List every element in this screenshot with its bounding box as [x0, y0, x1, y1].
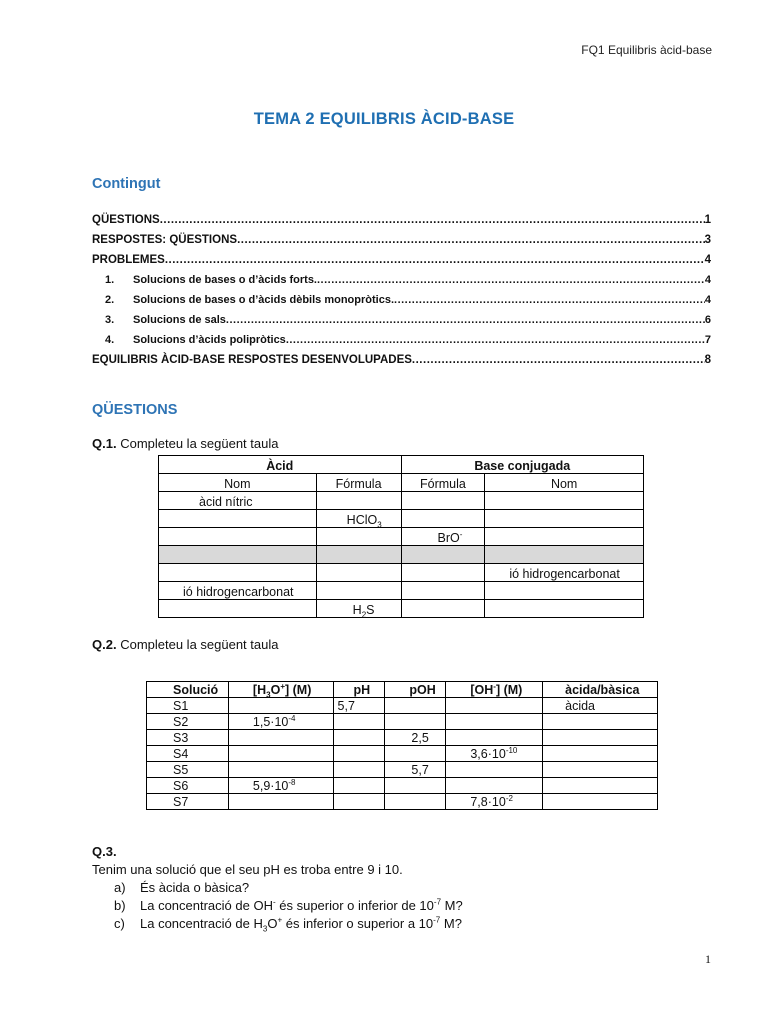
table-row [159, 564, 644, 582]
poh-cell[interactable] [385, 714, 446, 730]
option-superscript: -7 [433, 915, 441, 925]
header-acid-basic: àcida/bàsica [543, 682, 658, 698]
toc-page-number: 4 [704, 274, 711, 286]
value-text: 7,8·10 [470, 795, 506, 809]
option-letter: a) [114, 880, 126, 895]
solution-cell: S7 [147, 794, 229, 810]
acid-formula-cell[interactable] [316, 564, 401, 582]
header-poh: pOH [385, 682, 446, 698]
value-text: 1,5·10 [252, 715, 289, 729]
header-text: ] (M) [284, 683, 312, 697]
formula-subscript: 2 [361, 610, 367, 620]
option-text: La concentració de H [140, 916, 263, 931]
oh-cell[interactable] [446, 778, 543, 794]
option-text: És àcida o bàsica? [140, 880, 250, 895]
base-name-cell[interactable] [485, 492, 644, 510]
toc-leader-dots [226, 314, 705, 326]
formula-superscript: - [459, 529, 463, 539]
header-conjugate-base: Base conjugada [401, 456, 643, 474]
acid-basic-cell[interactable] [543, 730, 658, 746]
subheader-name: Nom [159, 474, 317, 492]
poh-cell[interactable] [385, 794, 446, 810]
value-text: 5,9·10 [252, 779, 289, 793]
toc-subentry-number: 3. [105, 314, 115, 326]
toc-leader-dots [317, 274, 705, 286]
poh-cell[interactable] [385, 746, 446, 762]
toc-leader-dots [160, 214, 705, 226]
acid-formula-cell[interactable] [316, 582, 401, 600]
solution-cell: S1 [147, 698, 229, 714]
toc-entry-label: Solucions d’àcids polipròtics [133, 334, 286, 346]
page-number: 1 [705, 952, 711, 966]
acid-basic-cell[interactable] [543, 794, 658, 810]
formula-text: S [366, 603, 375, 617]
question-3-options [114, 880, 463, 934]
toc-subentry-number: 2. [105, 294, 115, 306]
option-text: M? [440, 916, 462, 931]
table-row [147, 714, 658, 730]
h3o-cell[interactable] [228, 698, 333, 714]
value-exponent: -4 [288, 713, 296, 723]
solution-cell: S4 [147, 746, 229, 762]
option-letter: b) [114, 898, 126, 913]
formula-text: HClO [346, 513, 378, 527]
toc-entry-questions[interactable] [92, 208, 711, 226]
base-formula-cell[interactable] [401, 528, 485, 546]
base-name-cell[interactable] [485, 546, 644, 564]
ph-cell[interactable] [333, 794, 385, 810]
question-2-prompt [92, 637, 278, 652]
option-text: és inferior o superior a 10 [282, 916, 434, 931]
option-superscript: - [272, 897, 276, 907]
oh-cell[interactable] [446, 746, 543, 762]
base-formula-cell[interactable] [401, 600, 485, 618]
formula-subscript: 3 [377, 520, 382, 530]
toc-subentry-1[interactable] [105, 268, 711, 286]
value-exponent: -2 [505, 793, 513, 803]
header-text: O [270, 683, 281, 697]
solution-cell: S2 [147, 714, 229, 730]
table-row [147, 762, 658, 778]
table-subheader-row [159, 474, 644, 492]
table-row-shaded [159, 546, 644, 564]
base-formula-cell[interactable] [401, 564, 485, 582]
toc-leader-dots [286, 334, 705, 346]
acid-name-cell[interactable] [159, 510, 317, 528]
question-number: Q.2. [92, 637, 117, 652]
question-number: Q.1. [92, 436, 117, 451]
solution-cell: S5 [147, 762, 229, 778]
option-letter: c) [114, 916, 125, 931]
poh-cell[interactable]: 5,7 [385, 762, 446, 778]
formula-text: H [352, 603, 362, 617]
subheader-formula: Fórmula [316, 474, 401, 492]
option-text: O [267, 916, 278, 931]
acid-name-cell[interactable] [159, 564, 317, 582]
oh-cell[interactable] [446, 762, 543, 778]
formula-text: BrO [437, 531, 460, 545]
question-1-prompt [92, 436, 278, 451]
header-text: [H [252, 683, 267, 697]
toc-leader-dots [412, 354, 705, 366]
question-text: Completeu la següent taula [120, 637, 279, 652]
h3o-cell[interactable] [228, 778, 333, 794]
base-name-cell[interactable] [485, 582, 644, 600]
toc-entry-label: EQUILIBRIS ÀCID-BASE RESPOSTES DESENVOLUPADES [92, 354, 412, 366]
question-text: Completeu la següent taula [120, 436, 279, 451]
h3o-cell[interactable] [228, 730, 333, 746]
toc-entry-label: QÜESTIONS [92, 214, 160, 226]
toc-subentry-2[interactable] [105, 288, 711, 306]
header-ph: pH [333, 682, 385, 698]
base-name-cell[interactable] [485, 510, 644, 528]
toc-page-number: 6 [704, 314, 711, 326]
option-text: és superior o inferior de 10 [275, 898, 434, 913]
acid-formula-cell[interactable] [316, 492, 401, 510]
header-superscript: + [280, 681, 285, 691]
header-subscript: 3 [266, 690, 271, 700]
table-row [159, 600, 644, 618]
acid-name-cell[interactable] [159, 546, 317, 564]
toc-page-number: 8 [704, 354, 711, 366]
h3o-cell[interactable] [228, 794, 333, 810]
table-row [147, 730, 658, 746]
toc-leader-dots [394, 294, 705, 306]
toc-entry-problems[interactable] [92, 248, 711, 266]
acid-basic-cell[interactable]: àcida [543, 698, 658, 714]
solution-cell: S6 [147, 778, 229, 794]
toc-entry-label: Solucions de sals [133, 314, 226, 326]
acid-formula-cell[interactable] [316, 546, 401, 564]
base-name-cell[interactable] [485, 600, 644, 618]
table-header-row [159, 456, 644, 474]
toc-leader-dots [237, 234, 705, 246]
running-header: FQ1 Equilibris àcid-base [581, 43, 712, 57]
toc-entry-label: Solucions de bases o d’àcids dèbils monopròtics. [133, 294, 395, 306]
question-3-number [92, 844, 117, 859]
acid-base-table [158, 455, 644, 618]
h3o-cell[interactable] [228, 714, 333, 730]
toc-entry-label: PROBLEMES [92, 254, 165, 266]
base-name-cell[interactable] [485, 528, 644, 546]
option-c [114, 916, 463, 934]
acid-basic-cell[interactable] [543, 714, 658, 730]
toc-entry-developed-answers[interactable] [92, 348, 711, 366]
base-formula-cell[interactable] [401, 492, 485, 510]
acid-name-cell[interactable] [159, 528, 317, 546]
option-text: M? [441, 898, 463, 913]
header-superscript: - [493, 681, 496, 691]
ph-cell[interactable]: 5,7 [333, 698, 385, 714]
ph-cell[interactable] [333, 714, 385, 730]
oh-cell[interactable] [446, 794, 543, 810]
question-number: Q.3. [92, 844, 117, 859]
subheader-formula: Fórmula [401, 474, 485, 492]
oh-cell[interactable] [446, 698, 543, 714]
poh-cell[interactable] [385, 698, 446, 714]
acid-formula-cell[interactable] [316, 528, 401, 546]
table-row [159, 582, 644, 600]
option-a [114, 880, 463, 898]
header-text: ] (M) [495, 683, 523, 697]
acid-name-cell[interactable] [159, 600, 317, 618]
header-text: [OH [470, 683, 494, 697]
acid-formula-cell[interactable] [316, 510, 401, 528]
option-b [114, 898, 463, 916]
table-row [147, 794, 658, 810]
ph-cell[interactable] [333, 730, 385, 746]
toc-page-number: 4 [704, 254, 711, 266]
h3o-cell[interactable] [228, 762, 333, 778]
toc-leader-dots [165, 254, 705, 266]
toc-entry-label: RESPOSTES: QÜESTIONS [92, 234, 238, 246]
acid-basic-cell[interactable] [543, 762, 658, 778]
question-3-intro: Tenim una solució que el seu pH es troba entre 9 i 10. [92, 862, 403, 877]
poh-cell[interactable] [385, 778, 446, 794]
acid-basic-cell[interactable] [543, 778, 658, 794]
ph-cell[interactable] [333, 778, 385, 794]
option-superscript: -7 [433, 897, 442, 907]
base-formula-cell[interactable] [401, 510, 485, 528]
poh-cell[interactable]: 2,5 [385, 730, 446, 746]
oh-cell[interactable] [446, 730, 543, 746]
subheader-name: Nom [485, 474, 644, 492]
value-exponent: -10 [505, 745, 518, 755]
table-row [159, 492, 644, 510]
option-text: La concentració de OH [140, 898, 273, 913]
acid-basic-cell[interactable] [543, 746, 658, 762]
toc-page-number: 3 [704, 234, 711, 246]
value-text: 3,6·10 [470, 747, 506, 761]
toc-subentry-number: 1. [105, 274, 115, 286]
h3o-cell[interactable] [228, 746, 333, 762]
ph-table [146, 681, 658, 810]
toc-subentry-3[interactable] [105, 308, 711, 326]
toc-page-number: 1 [704, 214, 711, 226]
toc-page-number: 4 [704, 294, 711, 306]
table-row [159, 510, 644, 528]
table-header-row [147, 682, 658, 698]
toc-heading: Contingut [92, 176, 161, 192]
table-row [147, 698, 658, 714]
header-acid: Àcid [159, 456, 402, 474]
header-solution: Solució [147, 682, 229, 698]
option-subscript: 3 [262, 924, 268, 934]
toc-entry-label: Solucions de bases o d’àcids forts. [133, 274, 317, 286]
header-h3o [228, 682, 333, 698]
toc-subentry-number: 4. [105, 334, 115, 346]
section-heading: QÜESTIONS [92, 402, 178, 418]
toc-subentry-4[interactable] [105, 328, 711, 346]
base-formula-cell[interactable] [401, 546, 485, 564]
option-superscript: + [277, 915, 283, 925]
solution-cell: S3 [147, 730, 229, 746]
base-formula-cell[interactable] [401, 582, 485, 600]
ph-cell[interactable] [333, 746, 385, 762]
acid-name-cell[interactable]: àcid nítric [159, 492, 317, 510]
acid-formula-cell[interactable] [316, 600, 401, 618]
header-oh [446, 682, 543, 698]
table-row [159, 528, 644, 546]
document-title: TEMA 2 EQUILIBRIS ÀCID-BASE [253, 110, 515, 128]
table-row [147, 778, 658, 794]
toc-entry-answers[interactable] [92, 228, 711, 246]
base-name-cell[interactable]: ió hidrogencarbonat [485, 564, 644, 582]
value-exponent: -8 [288, 777, 296, 787]
ph-cell[interactable] [333, 762, 385, 778]
toc-page-number: 7 [704, 334, 711, 346]
table-row [147, 746, 658, 762]
oh-cell[interactable] [446, 714, 543, 730]
acid-name-cell[interactable]: ió hidrogencarbonat [159, 582, 317, 600]
